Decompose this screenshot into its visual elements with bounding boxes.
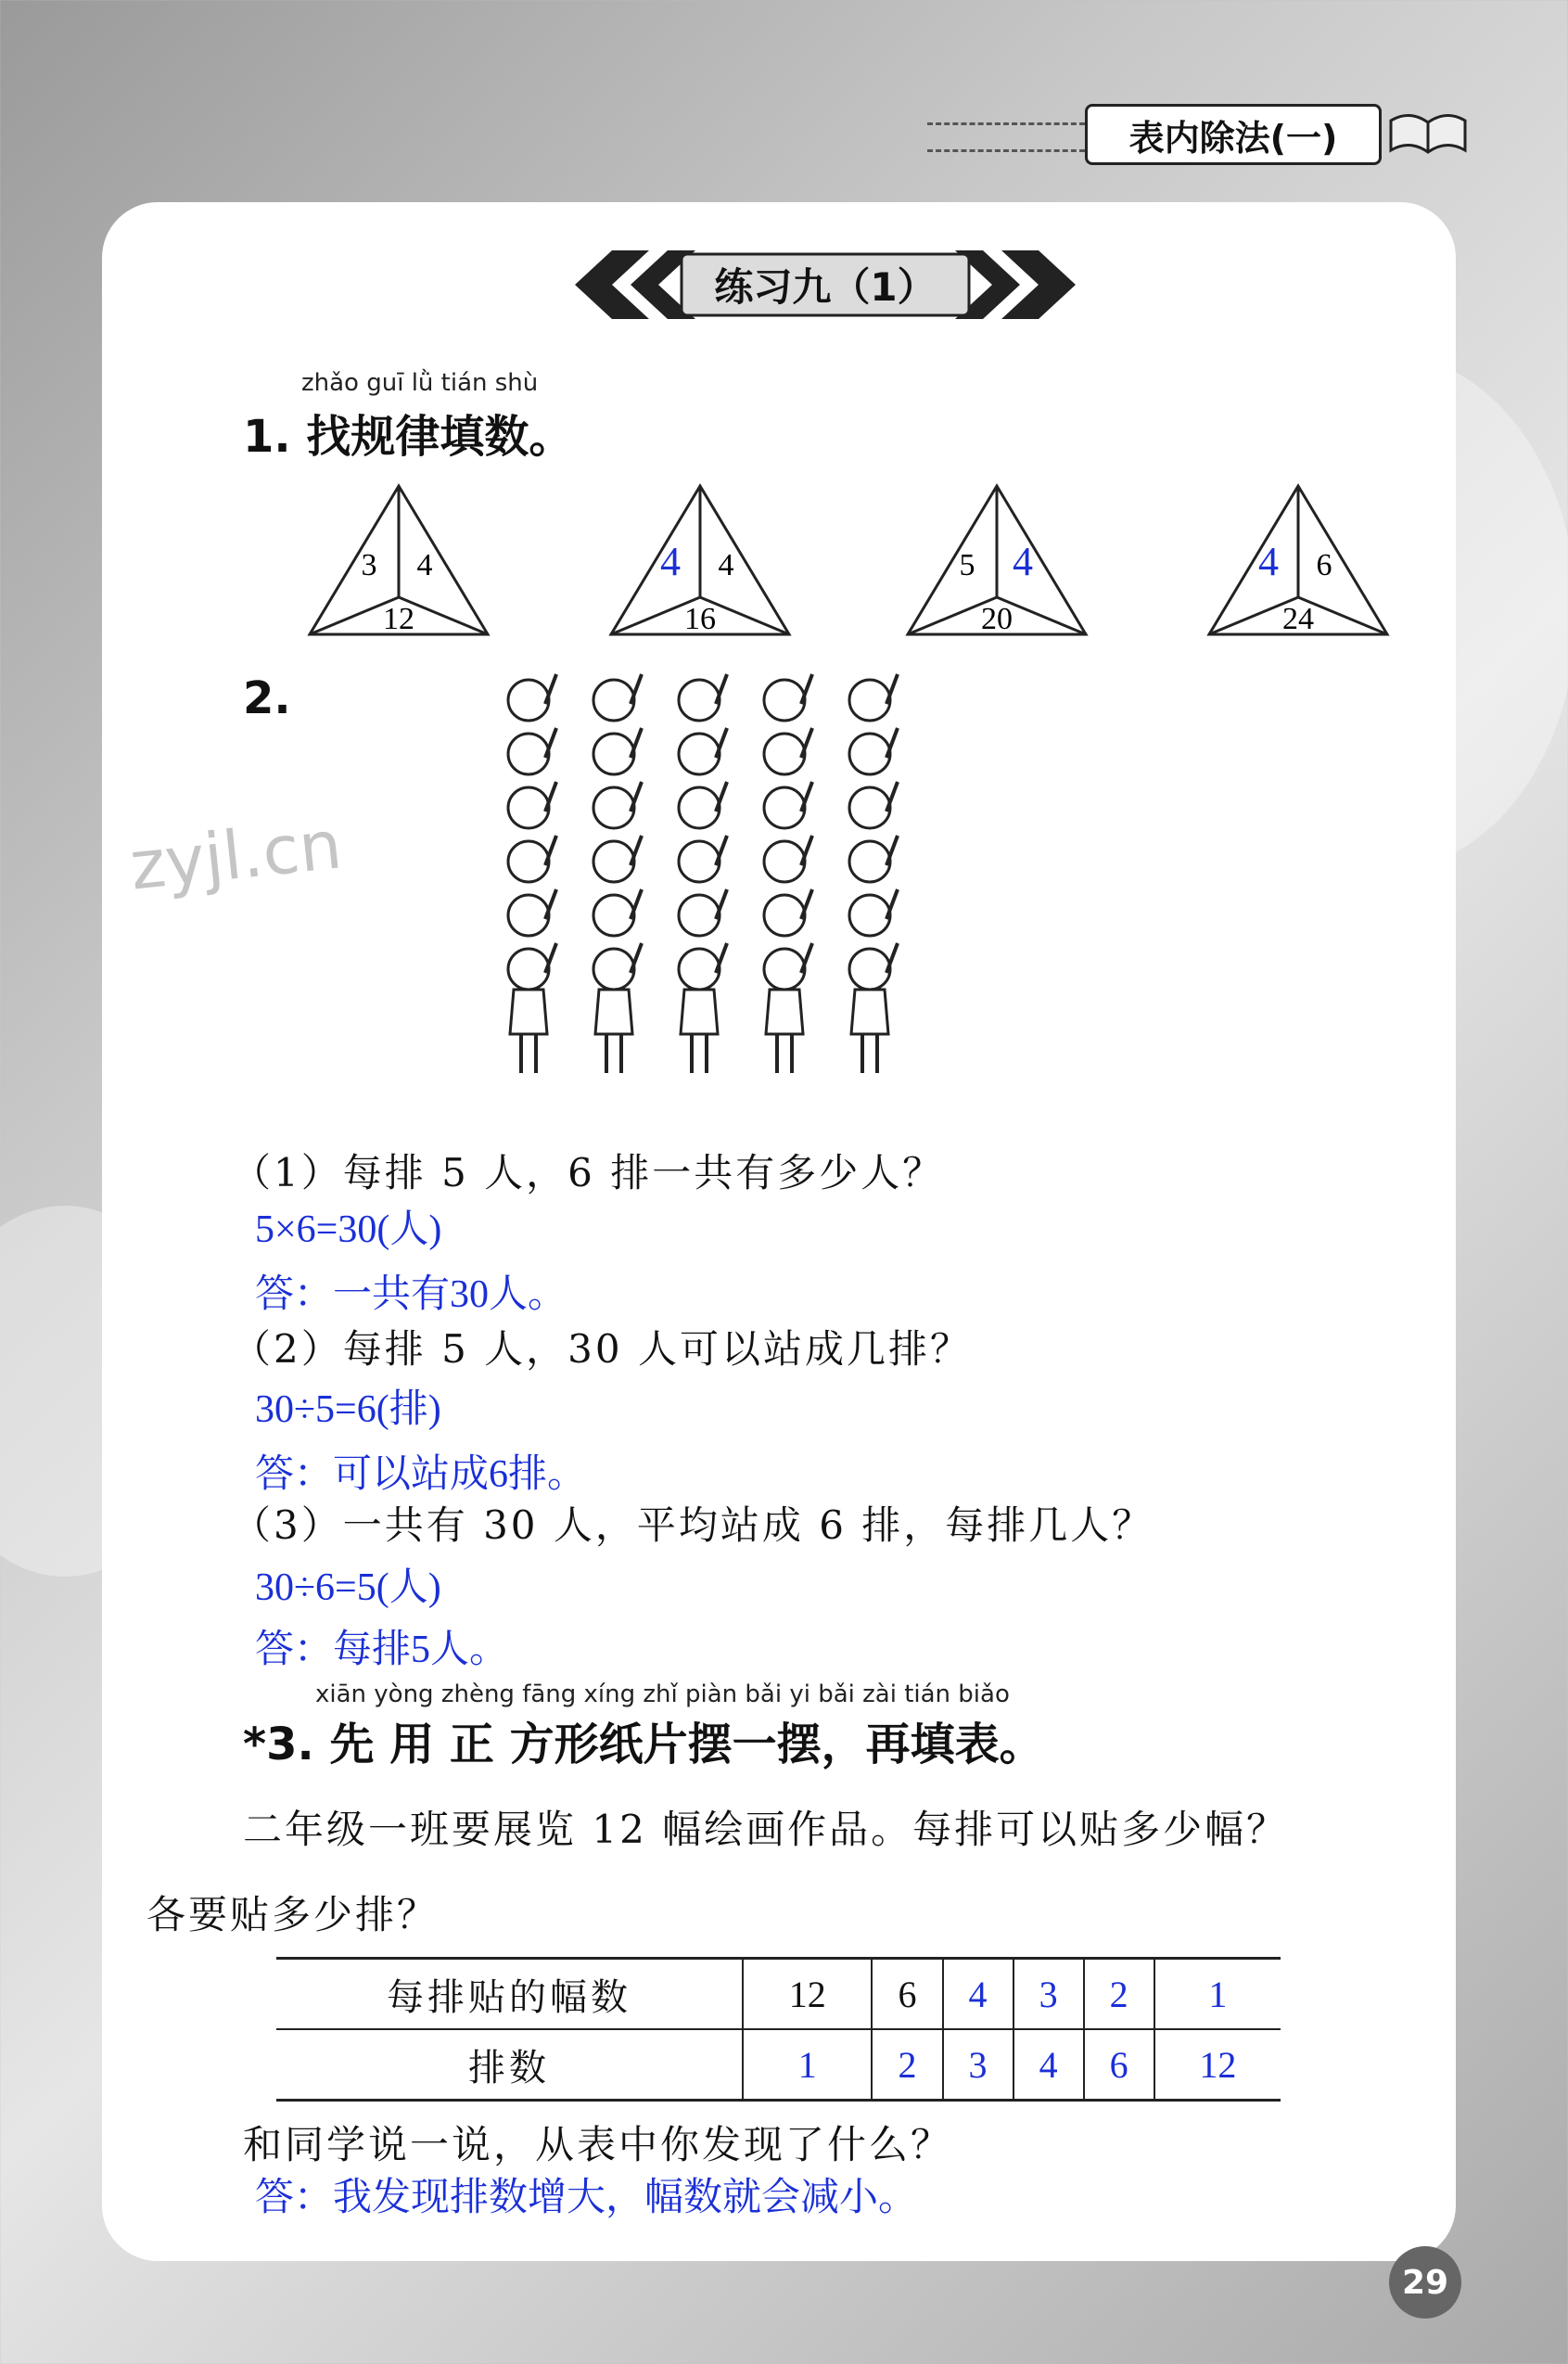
triangle-puzzle <box>306 482 491 640</box>
child-figure <box>679 889 727 936</box>
child-figure <box>679 836 727 882</box>
q2-part3-work: 30÷6=5(人) <box>255 1566 441 1609</box>
table-cell: 3 <box>1013 1959 1084 2030</box>
child-figure <box>593 728 642 774</box>
child-figure <box>764 836 812 882</box>
table-row-label: 每排贴的幅数 <box>276 1959 743 2030</box>
table-cell: 1 <box>1154 1959 1281 2030</box>
children-group-illustration <box>491 672 918 1108</box>
child-figure <box>508 674 556 721</box>
table-cell: 6 <box>872 1959 942 2030</box>
q2-part1-question: （1）每排 5 人，6 排一共有多少人？ <box>232 1150 945 1195</box>
triangle-bottom-number: 12 <box>383 602 414 636</box>
table-row <box>276 2029 1281 2101</box>
table-cell: 12 <box>743 1959 872 2030</box>
table-cell: 4 <box>943 1959 1013 2030</box>
triangle-puzzle <box>607 482 793 640</box>
q3-heading: *3. 先 用 正 方形纸片摆一摆，再填表。 <box>243 1719 1044 1770</box>
triangle-left-number: 4 <box>660 539 681 584</box>
q2-part1-work: 5×6=30(人) <box>255 1208 442 1251</box>
table-row-label: 排数 <box>276 2029 743 2101</box>
q2-part3-question: （3）一共有 30 人，平均站成 6 排，每排几人？ <box>232 1502 1154 1548</box>
child-figure <box>593 782 642 828</box>
child-figure <box>764 782 812 828</box>
triangle-bottom-number: 16 <box>684 602 716 636</box>
child-figure <box>508 889 556 936</box>
page-title: 练习九（1） <box>714 264 937 310</box>
table-cell: 6 <box>1084 2029 1154 2101</box>
watermark: zyjl.cn <box>126 805 346 905</box>
triangle-right-number: 4 <box>1013 539 1033 584</box>
q2-part1-answer: 答：一共有30人。 <box>255 1273 567 1316</box>
child-figure <box>679 782 727 828</box>
q1-heading: 1. 找规律填数。 <box>243 411 574 463</box>
child-figure <box>849 889 898 936</box>
child-figure <box>593 889 642 936</box>
q2-heading: 2. <box>243 672 291 724</box>
q2-part3-answer: 答：每排5人。 <box>255 1629 509 1671</box>
rows-table <box>276 1957 1281 2102</box>
child-figure <box>849 782 898 828</box>
table-cell: 4 <box>1013 2029 1084 2101</box>
triangle-right-number: 6 <box>1316 548 1332 582</box>
triangle-bottom-number: 20 <box>981 602 1013 636</box>
child-figure <box>679 674 727 721</box>
q2-part2-work: 30÷5=6(排) <box>255 1388 441 1431</box>
triangle-bottom-number: 24 <box>1282 602 1314 636</box>
child-figure <box>593 836 642 882</box>
q3-text-line2: 各要贴多少排？ <box>147 1892 440 1937</box>
q3-text-line1: 二年级一班要展览 12 幅绘画作品。每排可以贴多少幅？ <box>243 1807 1289 1852</box>
child-figure <box>764 943 812 1073</box>
child-figure <box>679 728 727 774</box>
triangle-puzzle <box>1205 482 1391 640</box>
child-figure <box>764 728 812 774</box>
q3-discuss-answer: 答：我发现排数增大，幅数就会减小。 <box>255 2177 918 2219</box>
triangle-puzzle <box>904 482 1090 640</box>
child-figure <box>849 836 898 882</box>
q1-pinyin: zhǎo guī lǜ tián shù <box>301 369 539 397</box>
child-figure <box>679 943 727 1073</box>
triangle-left-number: 4 <box>1258 539 1279 584</box>
child-figure <box>593 674 642 721</box>
table-cell: 12 <box>1154 2029 1281 2101</box>
child-figure <box>508 836 556 882</box>
open-book-icon <box>1386 102 1470 158</box>
q2-part2-question: （2）每排 5 人，30 人可以站成几排？ <box>232 1326 972 1372</box>
child-figure <box>849 728 898 774</box>
table-cell: 1 <box>743 2029 872 2101</box>
page-number: 29 <box>1389 2246 1461 2319</box>
child-figure <box>764 889 812 936</box>
q3-discuss: 和同学说一说，从表中你发现了什么？ <box>243 2122 953 2167</box>
table-cell: 2 <box>1084 1959 1154 2030</box>
child-figure <box>508 782 556 828</box>
child-figure <box>849 674 898 721</box>
triangle-right-number: 4 <box>416 548 433 582</box>
child-figure <box>764 674 812 721</box>
chapter-tag: 表内除法(一) <box>1085 104 1382 165</box>
triangle-left-number: 3 <box>361 548 377 582</box>
child-figure <box>849 943 898 1073</box>
q3-pinyin: xiān yòng zhèng fāng xíng zhǐ piàn bǎi yi bǎi zài tián biǎo <box>315 1680 1010 1708</box>
header-decoration <box>927 122 1085 152</box>
triangle-right-number: 4 <box>718 548 734 582</box>
table-cell: 3 <box>943 2029 1013 2101</box>
table-row <box>276 1959 1281 2030</box>
child-figure <box>508 943 556 1073</box>
child-figure <box>508 728 556 774</box>
q2-part2-answer: 答：可以站成6排。 <box>255 1453 587 1496</box>
triangle-left-number: 5 <box>959 548 975 582</box>
table-cell: 2 <box>872 2029 942 2101</box>
child-figure <box>593 943 642 1073</box>
